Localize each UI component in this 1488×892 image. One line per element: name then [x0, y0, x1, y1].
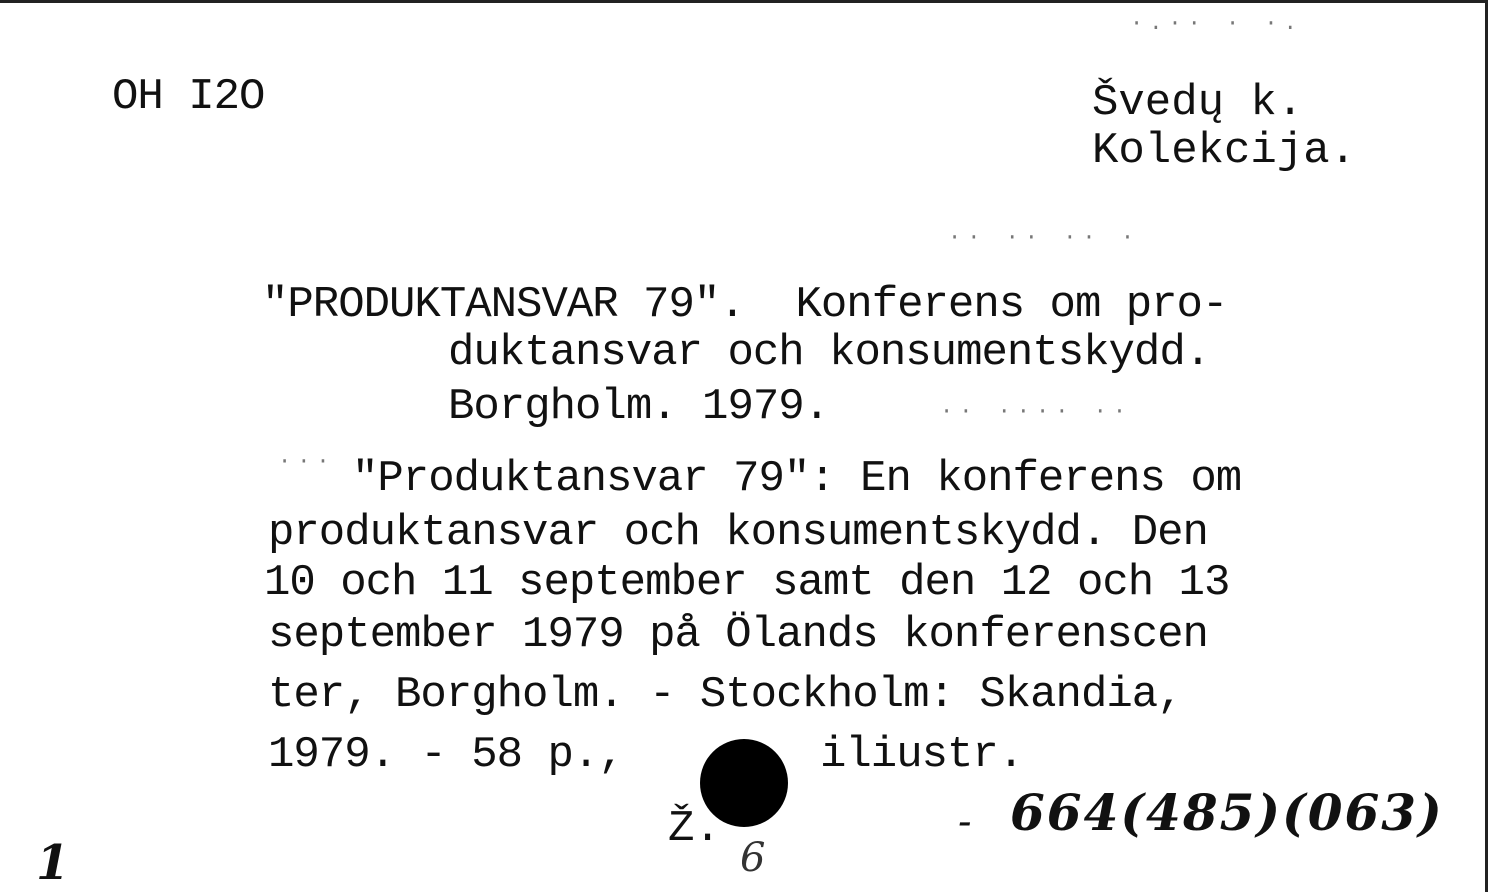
handwritten-one: 1 [36, 835, 70, 891]
handwritten-dash: - [958, 799, 972, 845]
stray-dots: ·· ·· ·· · [948, 225, 1141, 250]
description-line-5: ter, Borgholm. - Stockholm: Skandia, [268, 670, 1183, 720]
description-line-4: september 1979 på Ölands konferenscen [268, 610, 1208, 660]
description-line-1: "Produktansvar 79": En konferens om [352, 454, 1242, 504]
description-line-3: 10 och 11 september samt den 12 och 13 [264, 558, 1230, 608]
stray-dots: ··· [278, 449, 336, 474]
description-line-6: 1979. - 58 p., [268, 730, 624, 780]
stray-dots: ·.·· · ·. [1130, 11, 1303, 36]
handwritten-classification: 664(485)(063) [1010, 783, 1444, 842]
description-line-6-end: iliustr. [820, 730, 1024, 780]
handwritten-six: 6 [740, 835, 766, 881]
location-line-2: Kolekcija. [1092, 126, 1357, 176]
title-line-2: duktansvar och konsumentskydd. [448, 328, 1211, 378]
title-line-3: Borgholm. 1979. [448, 382, 830, 432]
description-line-2: produktansvar och konsumentskydd. Den [268, 508, 1208, 558]
title-line-1: "PRODUKTANSVAR 79". Konferens om pro- [262, 280, 1228, 330]
mark-z: Ž. [668, 804, 721, 854]
location-line-1: Švedų k. [1092, 78, 1304, 128]
stray-dots: ·· ···· ·· [940, 399, 1133, 424]
call-number: OH I2O [112, 72, 265, 122]
